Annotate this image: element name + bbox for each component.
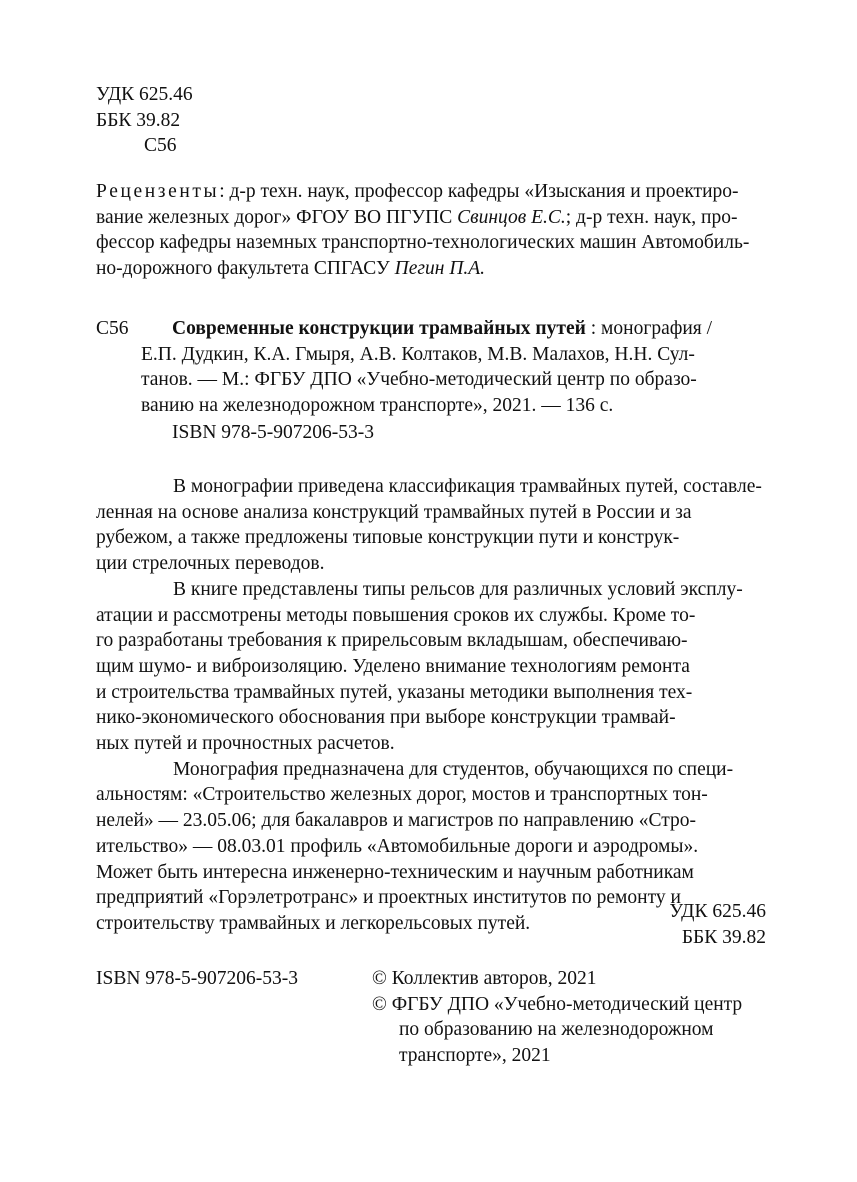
author-mark: С56 <box>144 135 177 157</box>
abstract-line: Монография предназначена для студентов, обучающихся по специ- <box>173 758 734 780</box>
bbk-code: ББК 39.82 <box>681 926 766 948</box>
reviewer-name: Свинцов Е.С. <box>457 206 566 228</box>
abstract <box>96 474 766 937</box>
udc-code: УДК 625.46 <box>96 84 193 105</box>
abstract-line: щим шумо- и виброизоляцию. Уделено внимание технологиям ремонта <box>96 655 690 677</box>
abstract-line: и строительства трамвайных путей, указаны методики выполнения тех- <box>96 681 693 703</box>
copyright-block <box>372 966 742 1069</box>
abstract-line: В книге представлены типы рельсов для различных условий эксплу- <box>173 578 743 600</box>
bib-author-mark: С56 <box>96 318 129 339</box>
bib-isbn: ISBN 978-5-907206-53-3 <box>172 422 375 443</box>
abstract-line: В монографии приведена классификация трамвайных путей, составле- <box>173 476 762 497</box>
bib-line: ванию на железнодорожном транспорте», 2021. — 136 с. <box>141 395 614 417</box>
abstract-line: строительству трамвайных и легкорельсовых путей. <box>96 912 531 934</box>
abstract-line: ительство» — 08.03.01 профиль «Автомобильные дороги и аэродромы». <box>96 835 699 857</box>
bibliographic-record <box>96 316 766 419</box>
book-title: Современные конструкции трамвайных путей <box>172 318 586 339</box>
abstract-line: ленная на основе анализа конструкций трамвайных путей в России и за <box>96 501 692 523</box>
abstract-line: Может быть интересна инженерно-техническим и научным работникам <box>96 861 694 883</box>
reviewers-line: но-дорожного факультета СПГАСУ Пегин П.А. <box>96 258 486 280</box>
abstract-line: нелей» — 23.05.06; для бакалавров и магистров по направлению «Стро- <box>96 810 696 832</box>
copyright-publisher-cont: по образованию на железнодорожном <box>399 1019 714 1041</box>
bbk-code: ББК 39.82 <box>96 109 181 131</box>
reviewers-line: фессор кафедры наземных транспортно-технологических машин Автомобиль- <box>96 232 750 254</box>
copyright-authors: © Коллектив авторов, 2021 <box>372 968 597 989</box>
bib-line: Современные конструкции трамвайных путей : монография / <box>172 318 713 339</box>
copyright-publisher: © ФГБУ ДПО «Учебно-методический центр <box>372 993 743 1015</box>
udc-code: УДК 625.46 <box>669 901 766 922</box>
reviewer-name: Пегин П.А. <box>394 258 486 280</box>
abstract-line: ции стрелочных переводов. <box>96 553 325 575</box>
reviewers-block <box>96 179 766 282</box>
abstract-line: предприятий «Горэлетротранс» и проектных институтов по ремонту и <box>96 887 681 909</box>
reviewers-label: Рецензенты <box>96 181 220 202</box>
abstract-line: рубежом, а также предложены типовые конструкции пути и конструк- <box>96 527 680 549</box>
copyright-publisher-cont: транспорте», 2021 <box>399 1045 551 1067</box>
bib-line: Е.П. Дудкин, К.А. Гмыря, А.В. Колтаков, М.В. Малахов, Н.Н. Сул- <box>141 343 695 365</box>
bib-line: танов. — М.: ФГБУ ДПО «Учебно-методический центр по образо- <box>141 369 697 391</box>
abstract-line: нико-экономического обоснования при выборе конструкции трамвай- <box>96 707 676 729</box>
classification-codes <box>96 82 193 159</box>
abstract-line: альностям: «Строительство железных дорог, мостов и транспортных тон- <box>96 784 708 806</box>
footer-isbn: ISBN 978-5-907206-53-3 <box>96 968 299 989</box>
abstract-line: атации и рассмотрены методы повышения сроков их службы. Кроме то- <box>96 604 696 626</box>
reviewers-line: вание железных дорог» ФГОУ ВО ПГУПС Свинцов Е.С.; д-р техн. наук, про- <box>96 206 738 228</box>
abstract-line: го разработаны требования к прирельсовым вкладышам, обеспечиваю- <box>96 630 688 652</box>
abstract-line: ных путей и прочностных расчетов. <box>96 733 395 755</box>
reviewers-line: Рецензенты: д-р техн. наук, профессор кафедры «Изыскания и проектиро- <box>96 181 739 202</box>
classification-codes-right <box>669 899 766 950</box>
